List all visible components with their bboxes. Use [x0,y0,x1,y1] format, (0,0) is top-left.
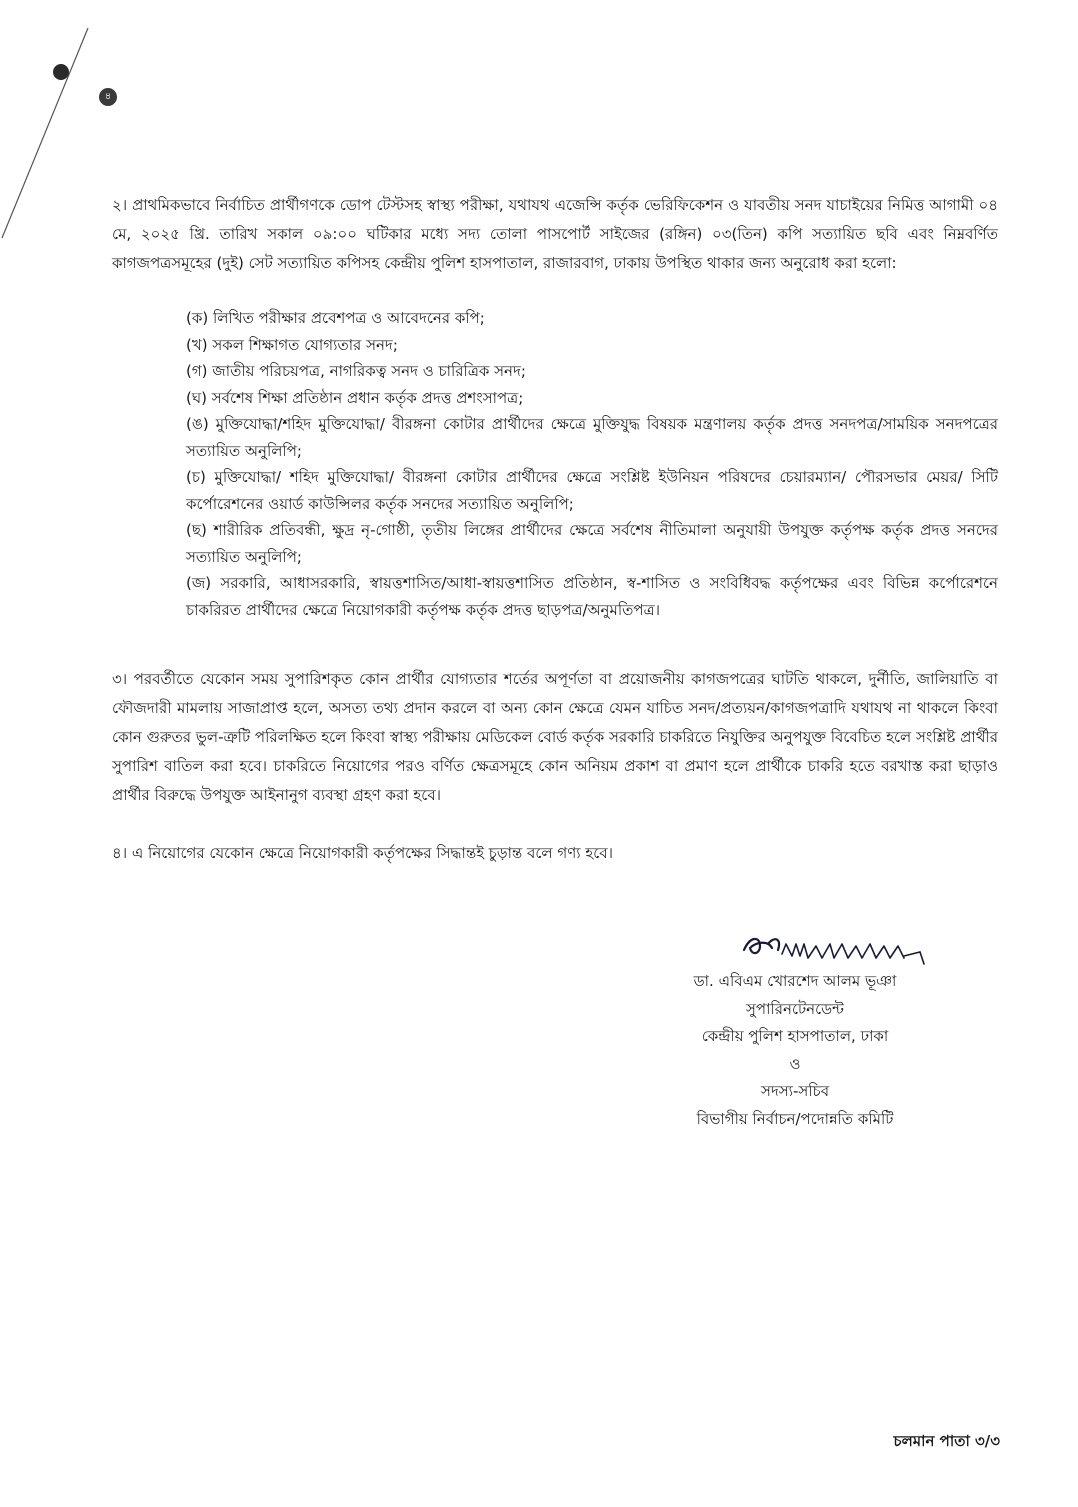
required-documents-list [186,305,998,623]
document-item: (জ) সরকারি, আধাসরকারি, স্বায়ত্তশাসিত/আধা-স্বায়ত্তশাসিত প্রতিষ্ঠান, স্ব-শাসিত ও সংবিধিবদ্ধ কর্তৃপক্ষের এবং বিভিন্ন কর্পোরেশনে চাকরিরত প্রার্থীদের ক্ষেত্রে নিয়োগকারী কর্তৃপক্ষ কর্তৃক প্রদত্ত ছাড়পত্র/অনুমতিপত্র। [186,574,998,619]
signatory-office: কেন্দ্রীয় পুলিশ হাসপাতাল, ঢাকা [701,1027,889,1045]
signatory-designation: সুপারিনটেনডেন্ট [746,999,844,1018]
document-item: (খ) সকল শিক্ষাগত যোগ্যতার সনদ; [186,335,398,354]
paragraph-4: ৪। এ নিয়োগের যেকোন ক্ষেত্রে নিয়োগকারী কর্তৃপক্ষের সিদ্ধান্তই চুড়ান্ত বলে গণ্য হবে। [112,844,614,862]
binder-hole-icon [53,64,69,80]
signatory-committee: বিভাগীয় নির্বাচন/পদোন্নতি কমিটি [696,1109,894,1128]
document-item: (ঘ) সর্বশেষ শিক্ষা প্রতিষ্ঠান প্রধান কর্তৃক প্রদত্ত প্রশংসাপত্র; [186,388,524,407]
paragraph-3: ৩। পরবর্তীতে যেকোন সময় সুপারিশকৃত কোন প্রার্থীর যোগ্যতার শর্তের অপূর্ণতা বা প্রয়োজনীয় কাগজপত্রের ঘাটতি থাকলে, দুর্নীতি, জালিয়াতি বা ফৌজদারী মামলায় সাজাপ্রাপ্ত হলে, অসত্য তথ্য প্রদান করলে বা অন্য কোন ক্ষেত্রে যেমন যাচিত সনদ/প্রত্যয়ন/কাগজপত্রাদি যথাযথ না থাকলে কিংবা কোন গুরুতর ভুল-ত্রুটি পরিলক্ষিত হলে কিংবা স্বাস্থ্য পরীক্ষায় মেডিকেল বোর্ড কর্তৃক সরকারি চাকরিতে নিযুক্তির অনুপযুক্ত বিবেচিত হলে সংশ্লিষ্ট প্রার্থীর সুপারিশ বাতিল করা হবে। চাকরিতে নিয়োগের পরও বর্ণিত ক্ষেত্রসমূহে কোন অনিয়ম প্রকাশ বা প্রমাণ হলে প্রার্থীকে চাকরি হতে বরখাস্ত করা ছাড়াও প্রার্থীর বিরুদ্ধে উপযুক্ত আইনানুগ ব্যবস্থা গ্রহণ করা হবে। [112,670,998,804]
paragraph-2: ২। প্রাথমিকভাবে নির্বাচিত প্রার্থীগণকে ডোপ টেস্টসহ স্বাস্থ্য পরীক্ষা, যথাযথ এজেন্সি কর্তৃক ভেরিফিকেশন ও যাবতীয় সনদ যাচাইয়ের নিমিত্ত আগামী ০৪ মে, ২০২৫ খ্রি. তারিখ সকাল ০৯:০০ ঘটিকার মধ্যে সদ্য তোলা পাসপোর্ট সাইজের (রঙ্গিন) ০৩(তিন) কপি সত্যায়িত ছবি এবং নিম্নবর্ণিত কাগজপত্রসমূহের (দুই) সেট সত্যায়িত কপিসহ কেন্দ্রীয় পুলিশ হাসপাতাল, রাজারবাগ, ঢাকায় উপস্থিত থাকার জন্য অনুরোধ করা হলো: [112,196,998,272]
page-corner-mark [0,0,120,260]
page-mark-badge: ৪ [99,88,117,106]
signatory-role: সদস্য-সচিব [760,1082,830,1100]
document-item: (ক) লিখিত পরীক্ষার প্রবেশপত্র ও আবেদনের কপি; [186,309,485,327]
signatory-name: ডা. এবিএম খোরশেদ আলম ভূঞা [693,972,897,990]
document-item: (গ) জাতীয় পরিচয়পত্র, নাগরিকত্ব সনদ ও চারিত্রিক সনদ; [186,362,526,380]
document-item: (ছ) শারীরিক প্রতিবন্ধী, ক্ষুদ্র নৃ-গোষ্ঠী, তৃতীয় লিঙ্গের প্রার্থীদের ক্ষেত্রে সর্বশেষ নীতিমালা অনুযায়ী উপযুক্ত কর্তৃপক্ষ কর্তৃক প্রদত্ত সনদের সত্যায়িত অনুলিপি; [186,521,998,566]
signatory-block [600,968,990,1133]
page-continuation-note: চলমান পাতা ৩/৩ [893,1432,1000,1450]
handwritten-signature [738,928,938,968]
document-item: (চ) মুক্তিযোদ্ধা/ শহিদ মুক্তিযোদ্ধা/ বীরঙ্গনা কোটার প্রার্থীদের ক্ষেত্রে সংশ্লিষ্ট ইউনিয়ন পরিষদের চেয়ারম্যান/ পৌরসভার মেয়র/ সিটি কর্পোরেশনের ওয়ার্ড কাউন্সিলর কর্তৃক সনদের সত্যায়িত অনুলিপি; [186,468,998,513]
document-item: (ঙ) মুক্তিযোদ্ধা/শহিদ মুক্তিযোদ্ধা/ বীরঙ্গনা কোটার প্রার্থীদের ক্ষেত্রে মুক্তিযুদ্ধ বিষয়ক মন্ত্রণালয় কর্তৃক প্রদত্ত সনদপত্র/সাময়িক সনদপত্রের সত্যায়িত অনুলিপি; [186,415,998,460]
signatory-conjunction: ও [789,1054,801,1073]
